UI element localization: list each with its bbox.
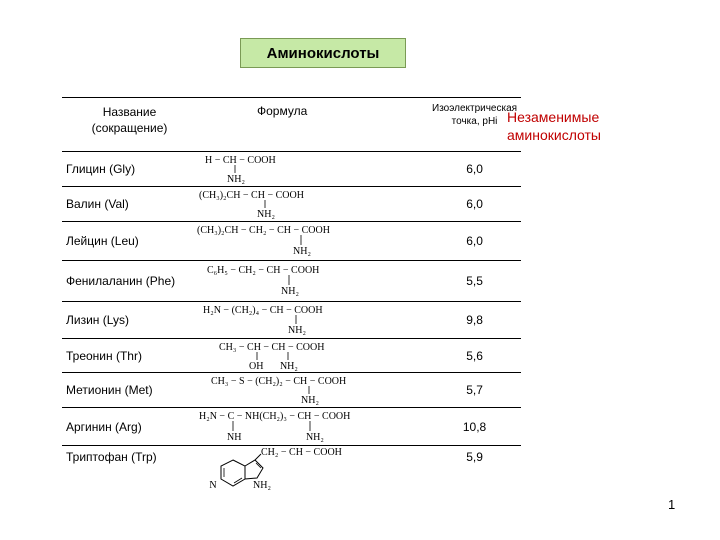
svg-text:NH₂: NH₂ bbox=[288, 325, 306, 336]
isoelectric-point-value: 5,5 bbox=[428, 261, 521, 302]
svg-text:H₂N − C − NH(CH₂)₃ − CH − COOH: H₂N − C − NH(CH₂)₃ − CH − COOH bbox=[199, 411, 351, 422]
table-row bbox=[62, 373, 521, 408]
svg-text:OH NH₂: OH NH₂ bbox=[249, 361, 298, 372]
table-row bbox=[62, 408, 521, 446]
svg-text:C₆H₅ − CH₂ − CH − COOH: C₆H₅ − CH₂ − CH − COOH bbox=[207, 265, 320, 276]
header-isoelectric-point: Изоэлектрическая точка, pHi bbox=[428, 98, 521, 152]
svg-text:NH NH₂: NH NH₂ bbox=[227, 432, 324, 443]
formula-substituent: NH₂ bbox=[227, 174, 245, 185]
structural-formula bbox=[197, 302, 428, 339]
svg-text:NH₂: NH₂ bbox=[301, 395, 319, 406]
amino-acid-name: Лейцин (Leu) bbox=[62, 222, 197, 261]
table-header-row bbox=[62, 98, 521, 152]
svg-text:CH₃ − S − (CH₂)₂ − CH − COOH: CH₃ − S − (CH₂)₂ − CH − COOH bbox=[211, 376, 347, 387]
table-row bbox=[62, 339, 521, 373]
table-row bbox=[62, 152, 521, 187]
header-formula: Формула bbox=[197, 98, 428, 152]
amino-acid-name: Аргинин (Arg) bbox=[62, 408, 197, 446]
structural-formula bbox=[197, 261, 428, 302]
table-row bbox=[62, 261, 521, 302]
svg-text:NH₂: NH₂ bbox=[281, 286, 299, 297]
amino-acid-name: Глицин (Gly) bbox=[62, 152, 197, 187]
isoelectric-point-value: 6,0 bbox=[428, 222, 521, 261]
svg-text:NH₂: NH₂ bbox=[293, 246, 311, 257]
svg-text:CH₂ − CH − COOH: CH₂ − CH − COOH bbox=[261, 447, 342, 458]
isoelectric-point-value: 10,8 bbox=[428, 408, 521, 446]
essential-amino-acids-note: Незаменимые аминокислоты bbox=[507, 109, 601, 143]
page-number: 1 bbox=[668, 497, 676, 512]
amino-acid-table bbox=[62, 97, 521, 494]
header-name: Название (сокращение) bbox=[62, 98, 197, 152]
svg-text:NH₂: NH₂ bbox=[257, 209, 275, 220]
svg-text:(CH₃)₂CH − CH₂ − CH − COOH: (CH₃)₂CH − CH₂ − CH − COOH bbox=[197, 225, 330, 236]
amino-acid-name: Фенилаланин (Phe) bbox=[62, 261, 197, 302]
isoelectric-point-value: 5,6 bbox=[428, 339, 521, 373]
structural-formula bbox=[197, 152, 428, 187]
amino-acid-name: Метионин (Met) bbox=[62, 373, 197, 408]
structural-formula bbox=[197, 222, 428, 261]
structural-formula bbox=[197, 408, 428, 446]
structural-formula bbox=[197, 187, 428, 222]
table-row bbox=[62, 222, 521, 261]
slide-title: Аминокислоты bbox=[240, 38, 406, 68]
svg-text:CH₃ − CH − CH − COOH: CH₃ − CH − CH − COOH bbox=[219, 342, 325, 353]
table-row bbox=[62, 187, 521, 222]
svg-text:(CH₃)₂CH − CH − COOH: (CH₃)₂CH − CH − COOH bbox=[199, 190, 304, 201]
isoelectric-point-value: 6,0 bbox=[428, 152, 521, 187]
structural-formula bbox=[197, 339, 428, 373]
amino-acid-name: Треонин (Thr) bbox=[62, 339, 197, 373]
amino-acid-name: Валин (Val) bbox=[62, 187, 197, 222]
isoelectric-point-value: 6,0 bbox=[428, 187, 521, 222]
structural-formula bbox=[197, 373, 428, 408]
structural-formula bbox=[197, 446, 428, 495]
isoelectric-point-value: 5,9 bbox=[428, 446, 521, 495]
table-row bbox=[62, 446, 521, 495]
isoelectric-point-value: 5,7 bbox=[428, 373, 521, 408]
table-row bbox=[62, 302, 521, 339]
formula-main-chain: H − CH − COOH bbox=[205, 155, 276, 166]
amino-acid-name: Триптофан (Trp) bbox=[62, 446, 197, 495]
svg-text:H₂N − (CH₂)₄ − CH − COOH: H₂N − (CH₂)₄ − CH − COOH bbox=[203, 305, 323, 316]
amino-acid-name: Лизин (Lys) bbox=[62, 302, 197, 339]
isoelectric-point-value: 9,8 bbox=[428, 302, 521, 339]
